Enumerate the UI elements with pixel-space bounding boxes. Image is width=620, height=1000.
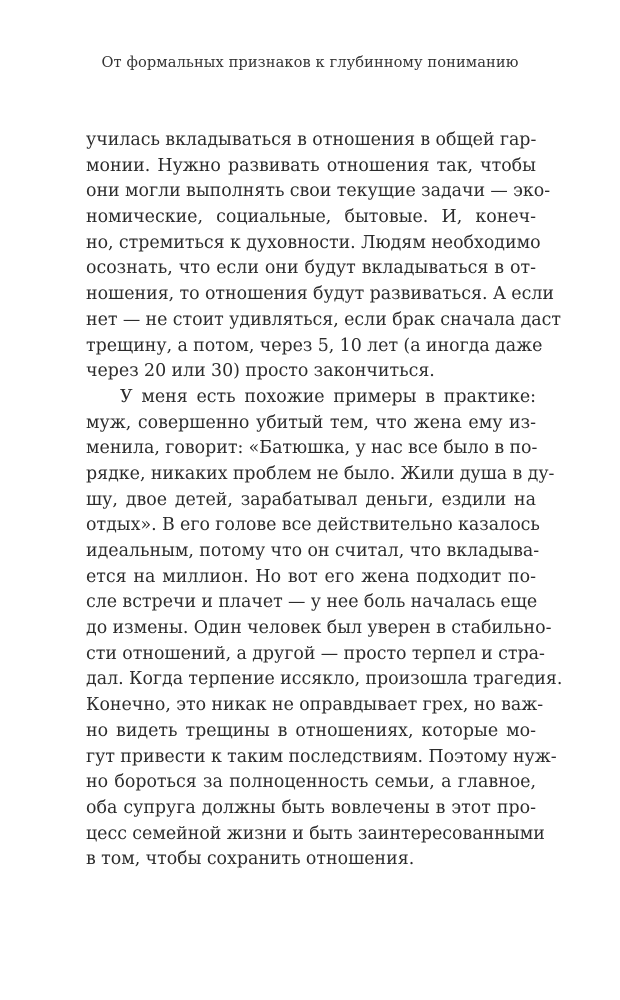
text-line: монии. Нужно развивать отношения так, чтобы [86,155,536,176]
text-line: до измены. Один человек был уверен в стабильно- [86,618,552,639]
text-line: дал. Когда терпение иссякло, произошла трагедия. [86,669,563,690]
text-line: оба супруга должны быть вовлечены в этот про- [86,797,536,818]
text-line: менила, говорит: «Батюшка, у нас все было в по- [86,438,538,459]
text-line: нет — не стоит удивляться, если брак сначала даст [86,309,562,330]
text-line: но бороться за полноценность семьи, а главное, [86,772,536,793]
text-line: осознать, что если они будут вкладываться в от- [86,258,536,279]
text-line: Конечно, это никак не оправдывает грех, но важ- [86,695,544,716]
text-line: ется на миллион. Но вот его жена подходит по- [86,566,536,587]
text-line: сти отношений, а другой — просто терпел и стра- [86,643,545,664]
text-line: отдых». В его голове все действительно казалось [86,515,540,536]
body-text [86,128,563,873]
text-line: номические, социальные, бытовые. И, конеч- [86,207,536,228]
text-line: трещину, а потом, через 5, 10 лет (а иногда даже [86,335,543,356]
text-line: муж, совершенно убитый тем, что жена ему из- [86,412,536,433]
text-line: но, стремиться к духовности. Людям необходимо [86,232,541,253]
text-line: но видеть трещины в отношениях, которые мо- [86,720,536,741]
text-line: рядке, никаких проблем не было. Жили душа в ду- [86,463,555,484]
text-line: цесс семейной жизни и быть заинтересованными [86,823,545,844]
text-line: они могли выполнять свои текущие задачи — эко- [86,181,551,202]
text-line: в том, чтобы сохранить отношения. [86,849,415,870]
text-line: ношения, то отношения будут развиваться. А если [86,284,554,305]
text-line: через 20 или 30) просто закончиться. [86,361,435,382]
text-line: гут привести к таким последствиям. Поэтому нуж- [86,746,557,767]
text-line: шу, двое детей, зарабатывал деньги, ездили на [86,489,536,510]
text-line: сле встречи и плачет — у нее боль началась еще [86,592,538,613]
text-line: У меня есть похожие примеры в практике: [120,386,536,407]
text-line: идеальным, потому что он считал, что вкладыва- [86,541,540,561]
running-header: От формальных признаков к глубинному пониманию [101,54,519,71]
text-line: училась вкладываться в отношения в общей гар- [86,130,537,150]
